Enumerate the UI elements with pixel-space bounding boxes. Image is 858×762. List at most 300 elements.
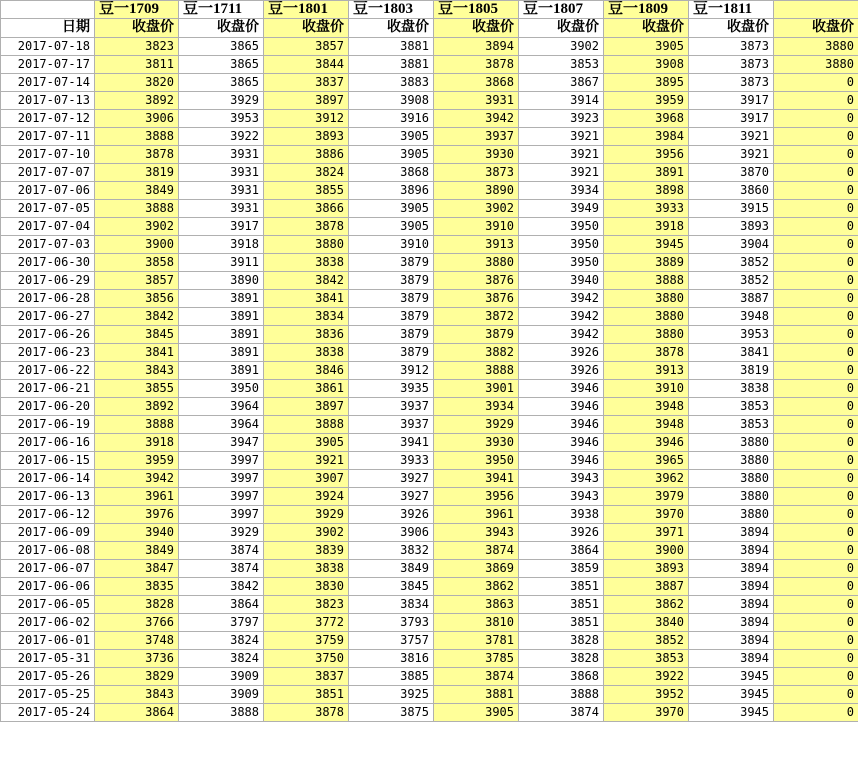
close-price-cell[interactable]: 3828	[519, 632, 604, 650]
close-price-cell[interactable]: 3907	[264, 470, 349, 488]
close-price-cell[interactable]: 3845	[95, 326, 179, 344]
close-price-cell[interactable]: 3953	[689, 326, 774, 344]
contract-header[interactable]	[774, 1, 858, 19]
close-price-cell[interactable]: 3852	[604, 632, 689, 650]
close-price-cell[interactable]: 3864	[95, 704, 179, 722]
date-cell[interactable]: 2017-07-05	[1, 200, 95, 218]
close-price-cell[interactable]: 3837	[264, 668, 349, 686]
close-price-cell[interactable]: 3843	[95, 362, 179, 380]
close-price-cell[interactable]: 3948	[604, 398, 689, 416]
close-price-header[interactable]: 收盘价	[434, 19, 519, 38]
date-cell[interactable]: 2017-06-07	[1, 560, 95, 578]
close-price-cell[interactable]: 3894	[434, 38, 519, 56]
close-price-cell[interactable]: 3748	[95, 632, 179, 650]
close-price-cell[interactable]: 3905	[349, 146, 434, 164]
close-price-cell[interactable]: 3851	[519, 614, 604, 632]
contract-header[interactable]: 豆一1811	[689, 1, 774, 19]
close-price-cell[interactable]: 3880	[604, 308, 689, 326]
close-price-cell[interactable]: 0	[774, 668, 858, 686]
close-price-cell[interactable]: 3909	[179, 668, 264, 686]
close-price-cell[interactable]: 3873	[434, 164, 519, 182]
close-price-cell[interactable]: 3970	[604, 704, 689, 722]
date-cell[interactable]: 2017-07-13	[1, 92, 95, 110]
close-price-cell[interactable]: 3885	[349, 668, 434, 686]
close-price-cell[interactable]: 3891	[179, 290, 264, 308]
date-cell[interactable]: 2017-06-28	[1, 290, 95, 308]
close-price-cell[interactable]: 3879	[349, 254, 434, 272]
close-price-cell[interactable]: 3862	[604, 596, 689, 614]
close-price-cell[interactable]: 3894	[689, 596, 774, 614]
close-price-cell[interactable]: 3946	[519, 416, 604, 434]
close-price-cell[interactable]: 0	[774, 434, 858, 452]
close-price-cell[interactable]: 3902	[519, 38, 604, 56]
close-price-cell[interactable]: 3750	[264, 650, 349, 668]
close-price-cell[interactable]: 3841	[95, 344, 179, 362]
close-price-cell[interactable]: 3878	[95, 146, 179, 164]
close-price-cell[interactable]: 3868	[519, 668, 604, 686]
close-price-cell[interactable]: 3844	[264, 56, 349, 74]
date-cell[interactable]: 2017-06-05	[1, 596, 95, 614]
close-price-cell[interactable]: 3997	[179, 452, 264, 470]
close-price-cell[interactable]: 3880	[774, 56, 858, 74]
close-price-cell[interactable]: 3997	[179, 506, 264, 524]
close-price-cell[interactable]: 3894	[689, 650, 774, 668]
date-cell[interactable]: 2017-06-22	[1, 362, 95, 380]
close-price-header[interactable]: 收盘价	[95, 19, 179, 38]
close-price-cell[interactable]: 3933	[349, 452, 434, 470]
close-price-cell[interactable]: 3913	[434, 236, 519, 254]
close-price-cell[interactable]: 3905	[434, 704, 519, 722]
close-price-cell[interactable]: 0	[774, 362, 858, 380]
close-price-cell[interactable]: 0	[774, 650, 858, 668]
close-price-cell[interactable]: 3863	[434, 596, 519, 614]
close-price-cell[interactable]: 3824	[179, 650, 264, 668]
close-price-cell[interactable]: 3842	[95, 308, 179, 326]
close-price-cell[interactable]: 3926	[519, 344, 604, 362]
close-price-cell[interactable]: 0	[774, 686, 858, 704]
date-cell[interactable]: 2017-06-16	[1, 434, 95, 452]
close-price-cell[interactable]: 3862	[434, 578, 519, 596]
close-price-cell[interactable]: 3897	[264, 92, 349, 110]
close-price-cell[interactable]: 3905	[349, 218, 434, 236]
close-price-cell[interactable]: 3816	[349, 650, 434, 668]
close-price-cell[interactable]: 3819	[689, 362, 774, 380]
close-price-cell[interactable]: 3874	[434, 542, 519, 560]
close-price-cell[interactable]: 3858	[95, 254, 179, 272]
close-price-cell[interactable]: 3912	[349, 362, 434, 380]
close-price-cell[interactable]: 0	[774, 416, 858, 434]
date-cell[interactable]: 2017-07-04	[1, 218, 95, 236]
close-price-cell[interactable]: 3879	[349, 326, 434, 344]
close-price-cell[interactable]: 3823	[264, 596, 349, 614]
close-price-cell[interactable]: 3947	[179, 434, 264, 452]
contract-header[interactable]: 豆一1805	[434, 1, 519, 19]
close-price-cell[interactable]: 3810	[434, 614, 519, 632]
date-cell[interactable]: 2017-07-17	[1, 56, 95, 74]
close-price-cell[interactable]: 0	[774, 596, 858, 614]
close-price-cell[interactable]: 3933	[604, 200, 689, 218]
close-price-cell[interactable]: 3948	[689, 308, 774, 326]
close-price-cell[interactable]: 0	[774, 272, 858, 290]
close-price-cell[interactable]: 3946	[519, 434, 604, 452]
close-price-cell[interactable]: 3793	[349, 614, 434, 632]
close-price-cell[interactable]: 3905	[349, 128, 434, 146]
date-cell[interactable]: 2017-07-18	[1, 38, 95, 56]
close-price-cell[interactable]: 3937	[349, 398, 434, 416]
close-price-cell[interactable]: 3879	[349, 290, 434, 308]
close-price-cell[interactable]: 0	[774, 344, 858, 362]
close-price-cell[interactable]: 3941	[349, 434, 434, 452]
close-price-cell[interactable]: 0	[774, 164, 858, 182]
close-price-cell[interactable]: 0	[774, 398, 858, 416]
close-price-cell[interactable]: 3868	[434, 74, 519, 92]
close-price-cell[interactable]: 3896	[349, 182, 434, 200]
close-price-cell[interactable]: 3851	[519, 596, 604, 614]
close-price-cell[interactable]: 3930	[434, 434, 519, 452]
close-price-cell[interactable]: 3894	[689, 560, 774, 578]
close-price-cell[interactable]: 3855	[264, 182, 349, 200]
close-price-cell[interactable]: 3902	[264, 524, 349, 542]
close-price-cell[interactable]: 3811	[95, 56, 179, 74]
close-price-cell[interactable]: 3891	[179, 308, 264, 326]
close-price-cell[interactable]: 0	[774, 524, 858, 542]
date-cell[interactable]: 2017-06-13	[1, 488, 95, 506]
close-price-cell[interactable]: 3959	[604, 92, 689, 110]
close-price-cell[interactable]: 3888	[434, 362, 519, 380]
date-cell[interactable]: 2017-07-14	[1, 74, 95, 92]
contract-header[interactable]: 豆一1809	[604, 1, 689, 19]
close-price-cell[interactable]: 3997	[179, 470, 264, 488]
close-price-cell[interactable]: 3852	[689, 272, 774, 290]
close-price-cell[interactable]: 3905	[264, 434, 349, 452]
close-price-cell[interactable]: 3929	[179, 92, 264, 110]
close-price-cell[interactable]: 3785	[434, 650, 519, 668]
close-price-cell[interactable]: 3845	[349, 578, 434, 596]
close-price-cell[interactable]: 3921	[689, 146, 774, 164]
close-price-cell[interactable]: 3943	[519, 488, 604, 506]
close-price-cell[interactable]: 3938	[519, 506, 604, 524]
close-price-cell[interactable]: 3824	[264, 164, 349, 182]
close-price-cell[interactable]: 3934	[519, 182, 604, 200]
close-price-cell[interactable]: 3921	[519, 146, 604, 164]
close-price-cell[interactable]: 3736	[95, 650, 179, 668]
close-price-cell[interactable]: 3853	[689, 398, 774, 416]
close-price-cell[interactable]: 3905	[604, 38, 689, 56]
close-price-cell[interactable]: 3918	[95, 434, 179, 452]
close-price-cell[interactable]: 3861	[264, 380, 349, 398]
close-price-cell[interactable]: 3853	[519, 56, 604, 74]
close-price-cell[interactable]: 3846	[264, 362, 349, 380]
close-price-cell[interactable]: 3929	[179, 524, 264, 542]
close-price-cell[interactable]: 3897	[264, 398, 349, 416]
close-price-cell[interactable]: 3942	[519, 290, 604, 308]
close-price-cell[interactable]: 3880	[689, 506, 774, 524]
close-price-cell[interactable]: 3853	[689, 416, 774, 434]
close-price-cell[interactable]: 3942	[434, 110, 519, 128]
close-price-cell[interactable]: 3834	[264, 308, 349, 326]
close-price-cell[interactable]: 3838	[264, 254, 349, 272]
close-price-cell[interactable]: 3924	[264, 488, 349, 506]
close-price-cell[interactable]: 3931	[434, 92, 519, 110]
close-price-cell[interactable]: 3873	[689, 74, 774, 92]
close-price-cell[interactable]: 3889	[604, 254, 689, 272]
close-price-cell[interactable]: 3839	[264, 542, 349, 560]
date-cell[interactable]: 2017-06-08	[1, 542, 95, 560]
close-price-cell[interactable]: 3922	[179, 128, 264, 146]
close-price-cell[interactable]: 3888	[95, 200, 179, 218]
close-price-cell[interactable]: 3894	[689, 524, 774, 542]
close-price-cell[interactable]: 0	[774, 74, 858, 92]
close-price-cell[interactable]: 3891	[179, 362, 264, 380]
close-price-cell[interactable]: 3879	[349, 344, 434, 362]
close-price-cell[interactable]: 3946	[519, 398, 604, 416]
close-price-cell[interactable]: 3865	[179, 56, 264, 74]
close-price-cell[interactable]: 3910	[604, 380, 689, 398]
close-price-cell[interactable]: 3931	[179, 200, 264, 218]
contract-header[interactable]: 豆一1807	[519, 1, 604, 19]
close-price-cell[interactable]: 3902	[95, 218, 179, 236]
close-price-cell[interactable]: 3997	[179, 488, 264, 506]
close-price-cell[interactable]: 0	[774, 452, 858, 470]
close-price-cell[interactable]: 3880	[604, 326, 689, 344]
close-price-cell[interactable]: 3915	[689, 200, 774, 218]
date-cell[interactable]: 2017-06-09	[1, 524, 95, 542]
close-price-cell[interactable]: 3949	[519, 200, 604, 218]
date-cell[interactable]: 2017-06-02	[1, 614, 95, 632]
close-price-header[interactable]: 收盘价	[689, 19, 774, 38]
close-price-cell[interactable]: 3971	[604, 524, 689, 542]
close-price-cell[interactable]: 3880	[689, 470, 774, 488]
close-price-cell[interactable]: 3766	[95, 614, 179, 632]
close-price-cell[interactable]: 3945	[689, 704, 774, 722]
close-price-cell[interactable]: 3881	[349, 56, 434, 74]
date-cell[interactable]: 2017-07-12	[1, 110, 95, 128]
close-price-header[interactable]: 收盘价	[179, 19, 264, 38]
close-price-cell[interactable]: 0	[774, 560, 858, 578]
close-price-cell[interactable]: 3870	[689, 164, 774, 182]
close-price-cell[interactable]: 3908	[604, 56, 689, 74]
date-cell[interactable]: 2017-05-31	[1, 650, 95, 668]
close-price-cell[interactable]: 3890	[179, 272, 264, 290]
close-price-cell[interactable]: 3898	[604, 182, 689, 200]
close-price-cell[interactable]: 3926	[519, 524, 604, 542]
close-price-cell[interactable]: 3888	[604, 272, 689, 290]
close-price-cell[interactable]: 3926	[519, 362, 604, 380]
close-price-cell[interactable]: 3904	[689, 236, 774, 254]
close-price-cell[interactable]: 3946	[519, 380, 604, 398]
close-price-cell[interactable]: 3930	[434, 146, 519, 164]
close-price-cell[interactable]: 3912	[264, 110, 349, 128]
close-price-cell[interactable]: 3891	[179, 326, 264, 344]
close-price-cell[interactable]: 3873	[689, 38, 774, 56]
close-price-cell[interactable]: 3838	[689, 380, 774, 398]
close-price-cell[interactable]: 3921	[264, 452, 349, 470]
close-price-cell[interactable]: 3851	[519, 578, 604, 596]
close-price-cell[interactable]: 3953	[179, 110, 264, 128]
close-price-cell[interactable]: 3886	[264, 146, 349, 164]
close-price-cell[interactable]: 0	[774, 218, 858, 236]
contract-header[interactable]: 豆一1709	[95, 1, 179, 19]
close-price-cell[interactable]: 3880	[689, 452, 774, 470]
close-price-cell[interactable]: 3937	[434, 128, 519, 146]
close-price-cell[interactable]: 3942	[95, 470, 179, 488]
close-price-cell[interactable]: 3880	[604, 290, 689, 308]
date-cell[interactable]: 2017-06-30	[1, 254, 95, 272]
close-price-cell[interactable]: 3828	[519, 650, 604, 668]
date-header[interactable]: 日期	[1, 19, 95, 38]
close-price-cell[interactable]: 3914	[519, 92, 604, 110]
close-price-cell[interactable]: 3929	[434, 416, 519, 434]
close-price-cell[interactable]: 3900	[95, 236, 179, 254]
close-price-cell[interactable]: 3905	[349, 200, 434, 218]
close-price-cell[interactable]: 3893	[604, 560, 689, 578]
close-price-cell[interactable]: 3916	[349, 110, 434, 128]
close-price-cell[interactable]: 0	[774, 254, 858, 272]
close-price-cell[interactable]: 3937	[349, 416, 434, 434]
close-price-cell[interactable]: 3940	[519, 272, 604, 290]
close-price-cell[interactable]: 3923	[519, 110, 604, 128]
close-price-cell[interactable]: 3929	[264, 506, 349, 524]
close-price-cell[interactable]: 3757	[349, 632, 434, 650]
close-price-cell[interactable]: 3902	[434, 200, 519, 218]
close-price-cell[interactable]: 3797	[179, 614, 264, 632]
close-price-cell[interactable]: 3888	[264, 416, 349, 434]
close-price-cell[interactable]: 3843	[95, 686, 179, 704]
close-price-cell[interactable]: 3883	[349, 74, 434, 92]
close-price-cell[interactable]: 3891	[604, 164, 689, 182]
close-price-cell[interactable]: 3879	[434, 326, 519, 344]
close-price-cell[interactable]: 3910	[349, 236, 434, 254]
date-cell[interactable]: 2017-07-11	[1, 128, 95, 146]
close-price-cell[interactable]: 0	[774, 200, 858, 218]
close-price-cell[interactable]: 3940	[95, 524, 179, 542]
close-price-cell[interactable]: 3781	[434, 632, 519, 650]
close-price-cell[interactable]: 3901	[434, 380, 519, 398]
close-price-cell[interactable]: 3759	[264, 632, 349, 650]
close-price-cell[interactable]: 3880	[689, 434, 774, 452]
date-cell[interactable]: 2017-06-26	[1, 326, 95, 344]
close-price-cell[interactable]: 3876	[434, 272, 519, 290]
date-cell[interactable]: 2017-06-20	[1, 398, 95, 416]
close-price-cell[interactable]: 3824	[179, 632, 264, 650]
close-price-cell[interactable]: 0	[774, 110, 858, 128]
close-price-cell[interactable]: 3851	[264, 686, 349, 704]
close-price-cell[interactable]: 3894	[689, 578, 774, 596]
close-price-cell[interactable]: 3931	[179, 182, 264, 200]
close-price-cell[interactable]: 3894	[689, 614, 774, 632]
close-price-cell[interactable]: 3950	[179, 380, 264, 398]
close-price-cell[interactable]: 3921	[689, 128, 774, 146]
header-corner[interactable]	[1, 1, 95, 19]
close-price-cell[interactable]: 3900	[604, 542, 689, 560]
close-price-cell[interactable]: 3945	[604, 236, 689, 254]
close-price-cell[interactable]: 3841	[264, 290, 349, 308]
close-price-cell[interactable]: 3950	[434, 452, 519, 470]
close-price-cell[interactable]: 0	[774, 92, 858, 110]
date-cell[interactable]: 2017-06-06	[1, 578, 95, 596]
close-price-cell[interactable]: 0	[774, 182, 858, 200]
close-price-cell[interactable]: 3917	[689, 92, 774, 110]
close-price-cell[interactable]: 3961	[434, 506, 519, 524]
close-price-cell[interactable]: 3880	[434, 254, 519, 272]
date-cell[interactable]: 2017-06-01	[1, 632, 95, 650]
close-price-cell[interactable]: 3943	[434, 524, 519, 542]
close-price-cell[interactable]: 3830	[264, 578, 349, 596]
close-price-cell[interactable]: 3948	[604, 416, 689, 434]
close-price-cell[interactable]: 3880	[264, 236, 349, 254]
close-price-cell[interactable]: 3970	[604, 506, 689, 524]
close-price-cell[interactable]: 3956	[604, 146, 689, 164]
date-cell[interactable]: 2017-05-26	[1, 668, 95, 686]
date-cell[interactable]: 2017-05-24	[1, 704, 95, 722]
close-price-cell[interactable]: 3820	[95, 74, 179, 92]
close-price-cell[interactable]: 3921	[519, 164, 604, 182]
close-price-cell[interactable]: 0	[774, 470, 858, 488]
close-price-cell[interactable]: 3945	[689, 668, 774, 686]
close-price-cell[interactable]: 3892	[95, 398, 179, 416]
close-price-header[interactable]: 收盘价	[774, 19, 858, 38]
contract-header[interactable]: 豆一1803	[349, 1, 434, 19]
close-price-cell[interactable]: 3874	[179, 542, 264, 560]
close-price-cell[interactable]: 3878	[604, 344, 689, 362]
close-price-cell[interactable]: 0	[774, 380, 858, 398]
close-price-cell[interactable]: 3913	[604, 362, 689, 380]
close-price-cell[interactable]: 3959	[95, 452, 179, 470]
close-price-cell[interactable]: 3946	[519, 452, 604, 470]
close-price-cell[interactable]: 3865	[179, 74, 264, 92]
close-price-header[interactable]: 收盘价	[519, 19, 604, 38]
close-price-header[interactable]: 收盘价	[349, 19, 434, 38]
close-price-cell[interactable]: 3772	[264, 614, 349, 632]
close-price-cell[interactable]: 3895	[604, 74, 689, 92]
close-price-cell[interactable]: 3869	[434, 560, 519, 578]
close-price-cell[interactable]: 3882	[434, 344, 519, 362]
close-price-cell[interactable]: 0	[774, 578, 858, 596]
close-price-cell[interactable]: 0	[774, 632, 858, 650]
contract-header[interactable]: 豆一1801	[264, 1, 349, 19]
close-price-cell[interactable]: 3879	[349, 272, 434, 290]
close-price-cell[interactable]: 3917	[689, 110, 774, 128]
close-price-cell[interactable]: 3942	[519, 308, 604, 326]
close-price-cell[interactable]: 3888	[95, 416, 179, 434]
close-price-cell[interactable]: 3880	[689, 488, 774, 506]
close-price-cell[interactable]: 3828	[95, 596, 179, 614]
close-price-cell[interactable]: 3864	[519, 542, 604, 560]
close-price-cell[interactable]: 3887	[604, 578, 689, 596]
close-price-cell[interactable]: 3840	[604, 614, 689, 632]
date-cell[interactable]: 2017-06-15	[1, 452, 95, 470]
close-price-cell[interactable]: 3931	[179, 164, 264, 182]
close-price-cell[interactable]: 3894	[689, 542, 774, 560]
close-price-cell[interactable]: 3927	[349, 470, 434, 488]
close-price-cell[interactable]: 3838	[264, 344, 349, 362]
close-price-cell[interactable]: 3918	[604, 218, 689, 236]
close-price-cell[interactable]: 3876	[434, 290, 519, 308]
close-price-cell[interactable]: 0	[774, 290, 858, 308]
close-price-header[interactable]: 收盘价	[264, 19, 349, 38]
close-price-cell[interactable]: 3911	[179, 254, 264, 272]
close-price-cell[interactable]: 0	[774, 542, 858, 560]
date-cell[interactable]: 2017-06-29	[1, 272, 95, 290]
close-price-cell[interactable]: 3892	[95, 92, 179, 110]
close-price-cell[interactable]: 0	[774, 308, 858, 326]
close-price-cell[interactable]: 3887	[689, 290, 774, 308]
date-cell[interactable]: 2017-07-07	[1, 164, 95, 182]
date-cell[interactable]: 2017-05-25	[1, 686, 95, 704]
close-price-cell[interactable]: 0	[774, 146, 858, 164]
close-price-cell[interactable]: 3849	[95, 182, 179, 200]
close-price-cell[interactable]: 3968	[604, 110, 689, 128]
